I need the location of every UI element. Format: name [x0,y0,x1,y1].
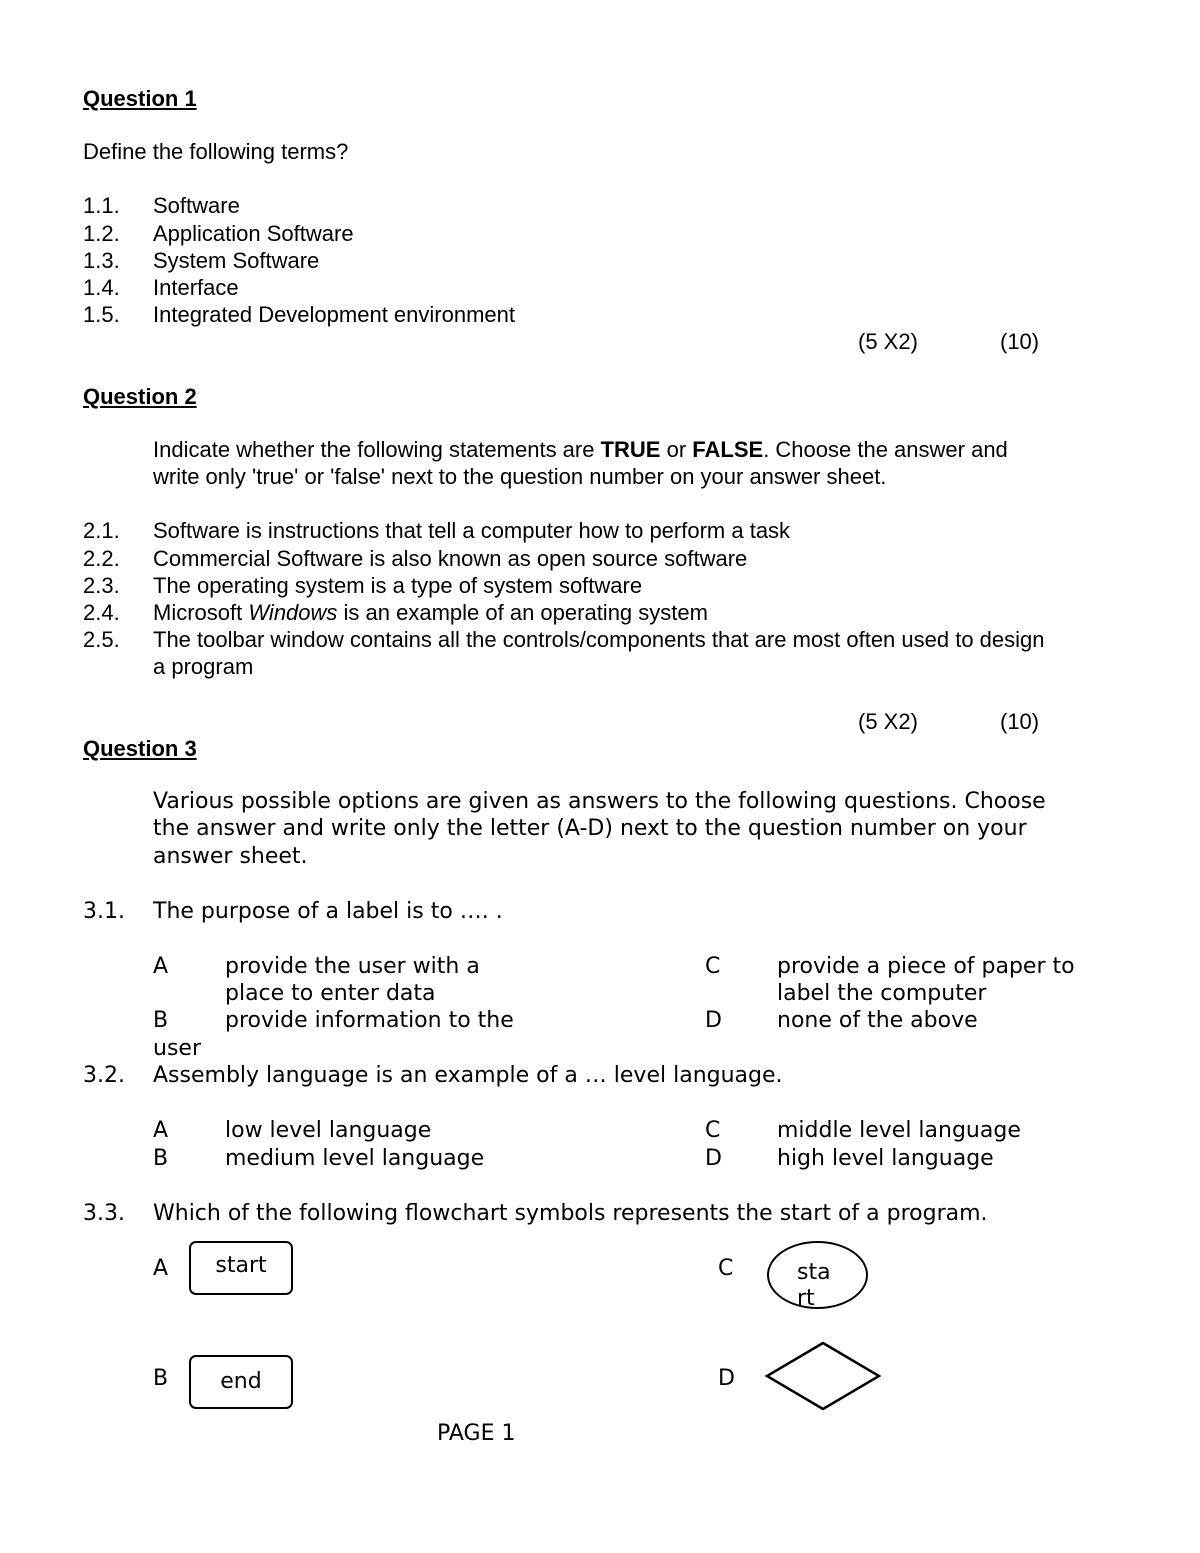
list-item-text-continued: a program [153,654,254,679]
option-letter: D [718,1366,735,1391]
option-text: label the computer [777,981,987,1006]
list-item-number: 1.5. [83,302,120,327]
question-2-heading: Question 2 [83,384,197,409]
option-letter: B [153,1146,169,1171]
symbol-label: start [215,1253,267,1278]
option-text: medium level language [225,1146,485,1171]
option-text: provide information to the [225,1008,514,1033]
option-letter: A [153,954,169,979]
option-letter: C [718,1256,734,1281]
option-letter: C [705,1118,721,1143]
text-fragment: Microsoft [153,600,249,625]
option-text-continued: user [153,1036,201,1061]
list-item-text: The operating system is a type of system software [153,573,643,598]
false-keyword: FALSE [692,437,764,462]
italic-term: Windows [248,600,338,625]
flowchart-decision-diamond-symbol [764,1340,882,1412]
list-item-number: 2.3. [83,573,120,598]
question-text: Assembly language is an example of a … level language. [153,1063,783,1088]
list-item-number: 2.2. [83,546,120,571]
option-letter: D [705,1146,722,1171]
option-text: none of the above [777,1008,978,1033]
symbol-label: end [220,1369,262,1394]
list-item-text: Integrated Development environment [153,302,515,327]
list-item-number: 2.5. [83,627,120,652]
list-item-number: 1.1. [83,193,120,218]
text-fragment: is an example of an operating system [337,600,708,625]
list-item-text: Software [153,193,240,218]
question-3-intro-line: answer sheet. [153,844,308,869]
option-letter: C [705,954,721,979]
list-item-text: System Software [153,248,320,273]
list-item-number: 2.4. [83,600,120,625]
question-text: Which of the following flowchart symbols represents the start of a program. [153,1201,988,1226]
list-item-text: The toolbar window contains all the controls/components that are most often used to design [153,627,1045,652]
question-1-heading: Question 1 [83,86,197,111]
question-2-intro [153,437,1008,463]
page-number: PAGE 1 [437,1421,516,1446]
marks-calculation: (5 X2) [858,709,918,734]
option-text: provide the user with a [225,954,480,979]
list-item-text: Interface [153,275,239,300]
symbol-label: sta [797,1260,831,1285]
question-number: 3.3. [83,1201,125,1226]
question-2-intro-line2: write only 'true' or 'false' next to the question number on your answer sheet. [153,464,887,489]
marks-total: (10) [1000,709,1040,734]
option-letter: D [705,1008,722,1033]
option-letter: A [153,1118,169,1143]
option-letter: B [153,1008,169,1033]
intro-text: Indicate whether the following statements are [153,437,601,462]
list-item-text [153,600,708,626]
option-text: middle level language [777,1118,1021,1143]
list-item-number: 2.1. [83,518,120,543]
option-letter: A [153,1256,169,1281]
option-text: place to enter data [225,981,436,1006]
question-3-heading: Question 3 [83,736,197,761]
list-item-number: 1.2. [83,221,120,246]
symbol-label: rt [797,1286,815,1311]
question-number: 3.2. [83,1063,125,1088]
list-item-text: Commercial Software is also known as open source software [153,546,748,571]
list-item-text: Software is instructions that tell a computer how to perform a task [153,518,791,543]
question-text: The purpose of a label is to …. . [153,899,503,924]
question-number: 3.1. [83,899,125,924]
option-text: high level language [777,1146,994,1171]
option-letter: B [153,1366,169,1391]
true-keyword: TRUE [600,437,661,462]
question-1-intro: Define the following terms? [83,139,349,164]
question-3-intro-line: the answer and write only the letter (A-D) next to the question number on your [153,816,1027,841]
option-text: low level language [225,1118,432,1143]
marks-calculation: (5 X2) [858,329,918,354]
option-text: provide a piece of paper to [777,954,1075,979]
list-item-number: 1.4. [83,275,120,300]
flowchart-terminal-symbol-end [189,1355,293,1409]
intro-text: . Choose the answer and [763,437,1008,462]
question-3-intro-line: Various possible options are given as answers to the following questions. Choose [153,789,1046,814]
flowchart-terminal-symbol-start [189,1241,293,1295]
list-item-text: Application Software [153,221,354,246]
marks-total: (10) [1000,329,1040,354]
list-item-number: 1.3. [83,248,120,273]
intro-text: or [660,437,693,462]
